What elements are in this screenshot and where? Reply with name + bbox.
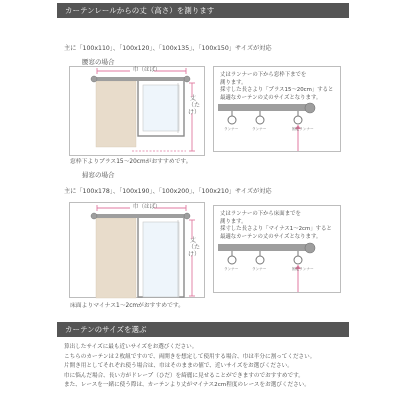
koshimado-width-label: 巾（はば） [133,67,161,73]
hakidashi-detail-line: 最適なカーテンの丈のサイズとなります。 [220,233,322,240]
koshimado-detail-line: 採寸した長さより「プラス15〜20cm」すると [220,87,334,94]
curtain-panel [96,218,136,298]
paragraph-line: 巾に悩んだ場合、長い方がドレープ（ひだ）を綺麗に見せることができますのでおすすめです。 [64,372,304,379]
section-header-measure-text: カーテンレールからの丈（高さ）を測ります [65,6,215,15]
section-header-size [57,322,349,337]
size-guidance-paragraph [64,343,354,391]
koshimado-detail-line: 丈はランナーの下から窓枠下までを [220,72,307,78]
window-glass [143,222,179,297]
koshimado-sizes: 主に「100x110」、「100x120」、「100x135」、「100x150」サイズが対応 [64,45,272,52]
runner-ring-left [228,256,236,264]
hakidashi-detail-line: 丈はランナーの下から床面までを [220,211,301,217]
section-header-size-text: カーテンのサイズを選ぶ [65,325,147,334]
koshimado-runner-illustration [214,67,342,153]
paragraph-line: 片開き用としてそれぞれ使う場合は、巾はそのままの値で、近いサイズをお選びください。 [64,363,293,370]
hakidashi-figure [69,202,205,298]
curtain-panel [96,81,136,147]
hakidashi-runner-illustration [214,206,342,294]
window-glass [143,85,179,131]
hakidashi-detail [213,205,341,293]
koshimado-detail-line: 測ります。 [220,79,247,86]
runner-label-mid: ランナー [252,127,267,131]
hakidashi-width-label: 巾（はば） [133,204,161,210]
koshimado-detail [213,66,341,152]
koshimado-detail-line: 最適なカーテンの丈のサイズとなります。 [220,94,322,101]
rail [218,244,312,251]
hakidashi-illustration [70,203,206,299]
koshimado-length-label: 丈（たけ） [188,95,201,116]
hakidashi-tag: 掃窓の場合 [82,171,115,179]
runner-ring-right [294,116,302,124]
section-header-measure [57,3,349,18]
koshimado-caption: 窓枠下よりプラス15〜20cmがおすすめです。 [70,159,192,165]
runner-ring-left [228,116,236,124]
koshimado-figure [69,66,205,156]
koshimado-tag: 腰窓の場合 [82,58,115,66]
runner-ring-mid [256,116,264,124]
hakidashi-sizes: 主に「100x178」、「100x190」、「100x200」、「100x210」サイズが対応 [64,188,272,195]
curtain-rod [92,77,188,81]
curtain-rod [92,214,188,218]
runner-label-mid: ランナー [252,267,267,271]
paragraph-line: こちらのカーテンは２枚組ですので、両開きを想定して使用する場合、巾は半分に割ってください。 [64,353,316,360]
runner-ring-right [294,256,302,264]
runner-ring-mid [256,256,264,264]
runner-label-fixed: 固定ランナー [292,267,314,271]
runner-label-left: ランナー [224,267,239,271]
runner-label-fixed: 固定ランナー [292,127,314,131]
hakidashi-length-label: 丈（たけ） [188,237,201,258]
runner-label-left: ランナー [224,127,239,131]
hakidashi-detail-line: 測ります。 [220,218,247,225]
paragraph-line: 算出したサイズに最も近いサイズをお選びください。 [64,344,198,350]
koshimado-illustration [70,67,206,157]
hakidashi-caption: 床面よりマイナス1〜2cmがおすすめです。 [70,303,185,309]
paragraph-line: また、レースを一緒に使う際は、カーテンより丈がマイナス2cm程度のレースをお選びください。 [64,382,310,389]
hakidashi-detail-line: 採寸した長さより「マイナス1〜2cm」すると [220,226,332,233]
rail [218,104,312,111]
